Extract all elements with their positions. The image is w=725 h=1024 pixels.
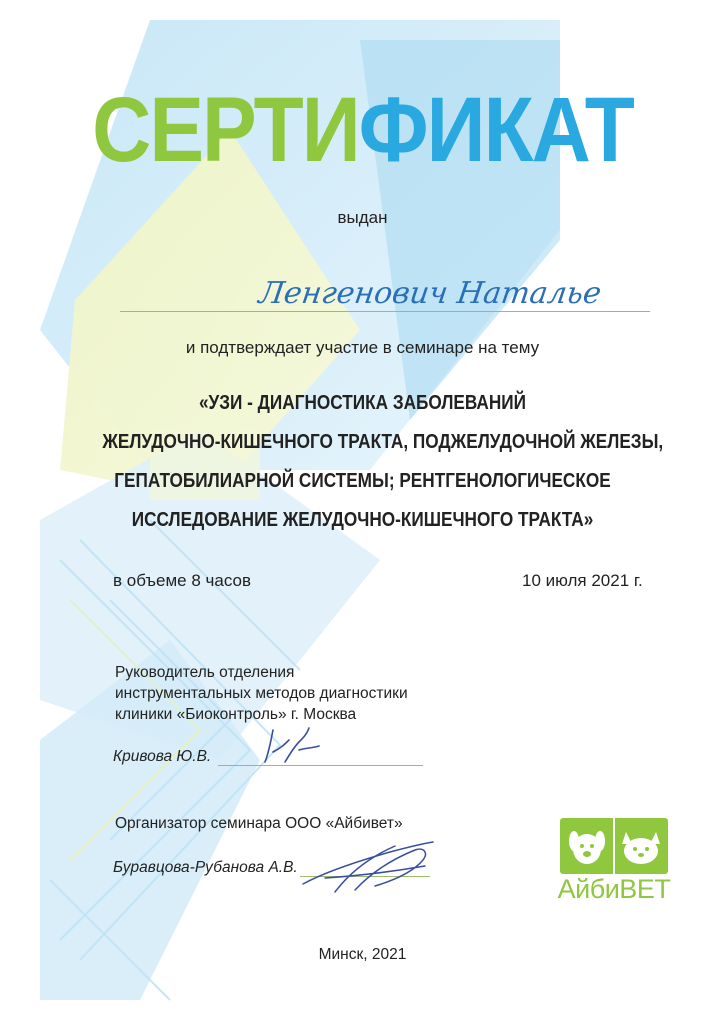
certificate-title: [0, 78, 725, 183]
role-line: клиники «Биоконтроль» г. Москва: [115, 706, 357, 723]
head-signature-mark: [255, 722, 335, 772]
dog-cat-logo-icon: [560, 818, 668, 874]
recipient-underline: [120, 311, 650, 312]
seminar-volume: в объеме 8 часов: [113, 571, 251, 590]
organizer-text: Организатор семинара ООО «Айбивет»: [115, 815, 403, 832]
issued-label: выдан: [337, 208, 388, 227]
logo-text: АйбиВЕТ: [557, 874, 671, 904]
role-line: Руководитель отделения: [115, 664, 295, 681]
organizer-signature-mark: [295, 832, 445, 900]
organizer-signatory-name: Буравцова-Рубанова А.В.: [113, 859, 298, 876]
head-of-department-role: [115, 662, 408, 725]
seminar-topic: [102, 384, 664, 540]
topic-line: «УЗИ - ДИАГНОСТИКА ЗАБОЛЕВАНИЙ: [198, 392, 527, 414]
role-line: инструментальных методов диагностики: [115, 685, 408, 702]
title-part-1: СЕРТИ: [92, 79, 359, 182]
confirmation-text: и подтверждает участие в семинаре на тему: [185, 338, 540, 357]
topic-line: ИССЛЕДОВАНИЕ ЖЕЛУДОЧНО-КИШЕЧНОГО ТРАКТА»: [131, 509, 594, 531]
title-part-2: ФИКАТ: [358, 79, 633, 182]
place-and-year: Минск, 2021: [318, 946, 407, 963]
head-signatory-name: Кривова Ю.В.: [113, 748, 212, 765]
seminar-date: 10 июля 2021 г.: [522, 571, 643, 590]
topic-line: ЖЕЛУДОЧНО-КИШЕЧНОГО ТРАКТА, ПОДЖЕЛУДОЧНОЙ ЖЕЛЕЗЫ,: [102, 431, 664, 453]
recipient-name: Ленгенович Наталье: [256, 276, 604, 311]
topic-line: ГЕПАТОБИЛИАРНОЙ СИСТЕМЫ; РЕНТГЕНОЛОГИЧЕСКОЕ: [114, 470, 611, 492]
aibivet-logo: [552, 818, 672, 908]
